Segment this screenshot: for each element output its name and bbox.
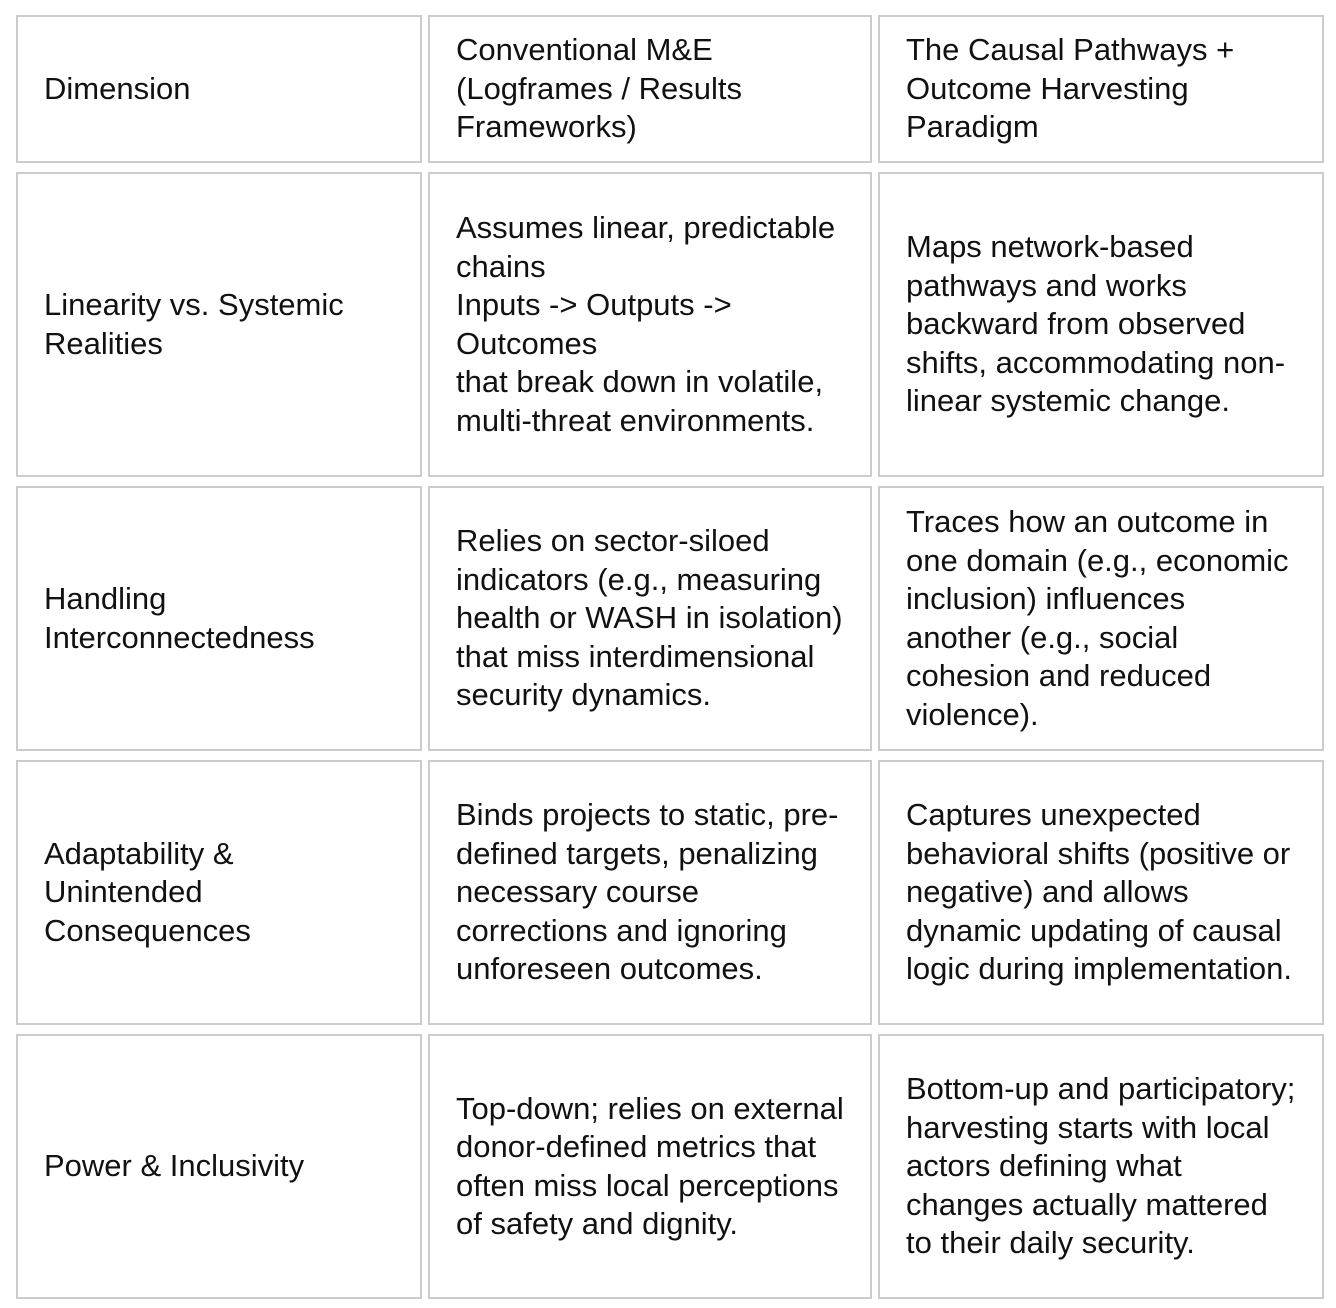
comparison-table-wrapper — [10, 6, 1330, 1308]
row-dimension-cell: Power & Inclusivity — [16, 1034, 422, 1299]
row-dimension-cell: Handling Interconnectedness — [16, 486, 422, 751]
table-row — [16, 760, 1324, 1025]
comparison-table — [10, 6, 1330, 1308]
row-conventional-cell: Binds projects to static, pre-defined targets, penalizing necessary course corrections and ignoring unforeseen outcomes. — [428, 760, 872, 1025]
row-conventional-cell — [428, 172, 872, 477]
row-conventional-cell: Relies on sector-siloed indicators (e.g., measuring health or WASH in isolation) that miss interdimensional security dynamics. — [428, 486, 872, 751]
header-conventional: Conventional M&E (Logframes / Results Frameworks) — [428, 15, 872, 163]
table-header-row — [16, 15, 1324, 163]
header-paradigm: The Causal Pathways + Outcome Harvesting Paradigm — [878, 15, 1324, 163]
table-row — [16, 172, 1324, 477]
row-dimension-cell: Linearity vs. Systemic Realities — [16, 172, 422, 477]
row-paradigm-cell: Maps network-based pathways and works backward from observed shifts, accommodating non-linear systemic change. — [878, 172, 1324, 477]
row-dimension-cell: Adaptability & Unintended Consequences — [16, 760, 422, 1025]
row-conventional-cell: Top-down; relies on external donor-defined metrics that often miss local perceptions of safety and dignity. — [428, 1034, 872, 1299]
header-dimension: Dimension — [16, 15, 422, 163]
table-row — [16, 486, 1324, 751]
conventional-text-line: Assumes linear, predictable chains — [456, 210, 836, 284]
row-paradigm-cell: Bottom-up and participatory; harvesting starts with local actors defining what changes actually mattered to their daily security. — [878, 1034, 1324, 1299]
conventional-text-line: that break down in volatile, multi-threat environments. — [456, 364, 824, 438]
row-paradigm-cell: Captures unexpected behavioral shifts (positive or negative) and allows dynamic updating of causal logic during implementation. — [878, 760, 1324, 1025]
table-row — [16, 1034, 1324, 1299]
conventional-chain-line: Inputs -> Outputs -> Outcomes — [456, 287, 732, 361]
row-paradigm-cell: Traces how an outcome in one domain (e.g., economic inclusion) influences another (e.g., social cohesion and reduced violence). — [878, 486, 1324, 751]
